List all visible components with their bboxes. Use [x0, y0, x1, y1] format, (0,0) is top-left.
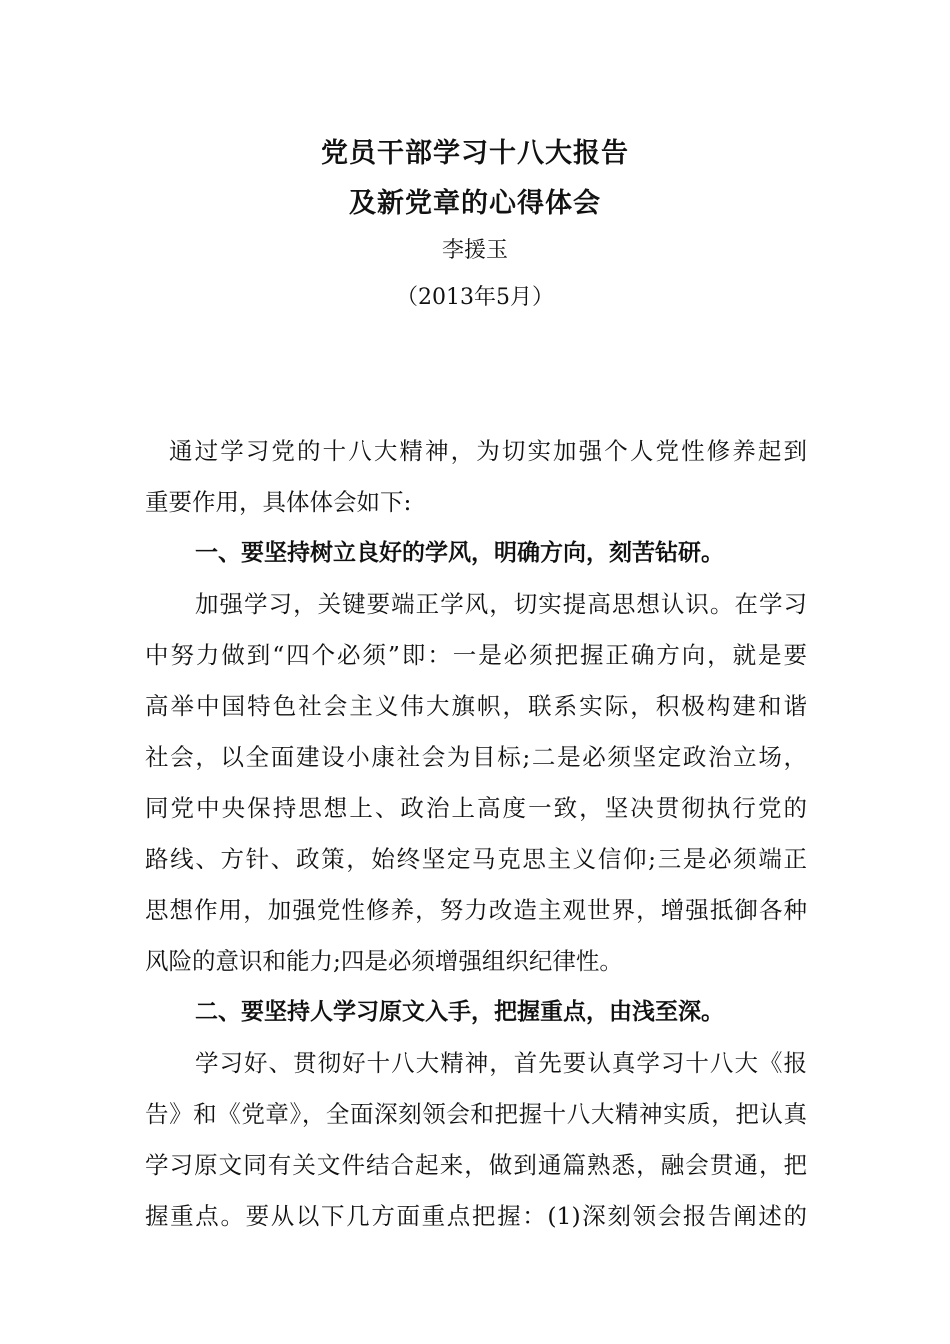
section2-line: 告》和《党章》，全面深刻领会和把握十八大精神实质，把认真: [145, 1100, 807, 1128]
section1-line: 加强学习，关键要端正学风，切实提高思想认识。在学习: [195, 590, 807, 618]
intro-line: 重要作用，具体体会如下:: [145, 488, 412, 516]
section1-line: 社会，以全面建设小康社会为目标;二是必须坚定政治立场，: [145, 743, 807, 771]
section1-line: 思想作用，加强党性修养，努力改造主观世界，增强抵御各种: [145, 896, 807, 924]
section2-line: 握重点。要从以下几方面重点把握：(1)深刻领会报告阐述的: [145, 1202, 807, 1230]
section1-line: 风险的意识和能力;四是必须增强组织纪律性。: [145, 947, 623, 975]
intro-line: 通过学习党的十八大精神，为切实加强个人党性修养起到: [169, 437, 807, 465]
section1-line: 同党中央保持思想上、政治上高度一致，坚决贯彻执行党的: [145, 794, 807, 822]
section1-line: 路线、方针、政策，始终坚定马克思主义信仰;三是必须端正: [145, 845, 807, 873]
document-title-line-1: 党员干部学习十八大报告: [321, 138, 629, 169]
author-name: 李援玉: [441, 238, 508, 263]
document-date: （2013年5月）: [396, 285, 554, 310]
section-heading-1: 一、要坚持树立良好的学风，明确方向，刻苦钻研。: [195, 540, 724, 566]
section1-line: 中努力做到“四个必须”即：一是必须把握正确方向，就是要: [145, 641, 807, 669]
section1-line: 高举中国特色社会主义伟大旗帜，联系实际，积极构建和谐: [145, 692, 807, 720]
section-heading-2: 二、要坚持人学习原文入手，把握重点，由浅至深。: [195, 999, 724, 1025]
section2-line: 学习好、贯彻好十八大精神，首先要认真学习十八大《报: [195, 1049, 807, 1077]
document-title-line-2: 及新党章的心得体会: [349, 188, 601, 219]
document-body: [145, 426, 807, 1242]
section2-line: 学习原文同有关文件结合起来，做到通篇熟悉，融会贯通，把: [145, 1151, 807, 1179]
